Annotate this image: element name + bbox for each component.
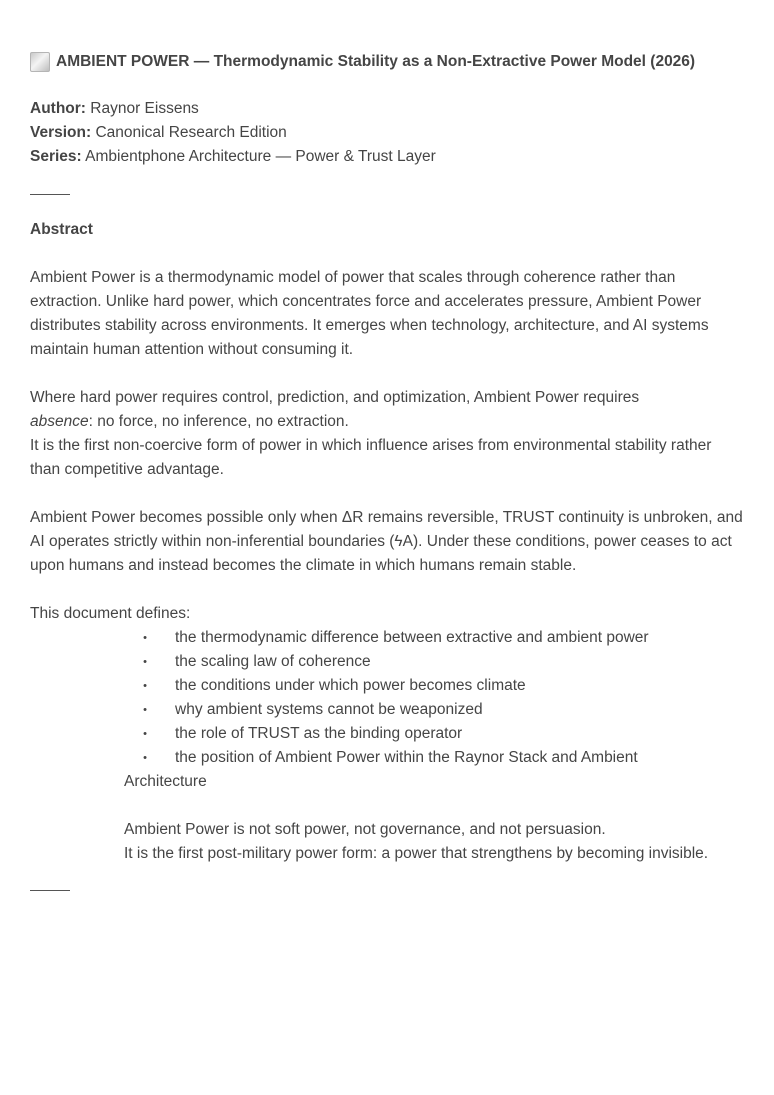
document-title-row	[30, 50, 744, 74]
abstract-paragraph-2	[30, 386, 744, 434]
list-item: • the thermodynamic difference between extractive and ambient power	[30, 626, 744, 650]
bullet-icon: •	[143, 656, 147, 668]
p2-tail: : no force, no inference, no extraction.	[88, 413, 349, 430]
version-line	[30, 121, 744, 145]
abstract-paragraph-3: Ambient Power becomes possible only when ΔR remains reversible, TRUST continuity is unbroken, and AI operates strictly within non-inferential boundaries (ϟA). Under these conditions, power ceases to act upon humans and instead becomes the climate in which humans remain stable.	[30, 509, 743, 574]
closing-line-1: Ambient Power is not soft power, not governance, and not persuasion.	[124, 821, 606, 838]
document-icon	[30, 52, 50, 72]
list-item: • the position of Ambient Power within the Raynor Stack and Ambient	[30, 746, 744, 770]
p2-emphasis: absence	[30, 413, 89, 430]
bullet-icon: •	[143, 704, 147, 716]
version-value: Canonical Research Edition	[95, 124, 287, 141]
abstract-heading: Abstract	[30, 221, 93, 238]
series-line	[30, 145, 744, 169]
series-value: Ambientphone Architecture — Power & Trust Layer	[85, 148, 436, 165]
author-line	[30, 97, 744, 121]
author-value: Raynor Eissens	[90, 100, 199, 117]
p2-lead: Where hard power requires control, prediction, and optimization, Ambient Power requires	[30, 389, 640, 406]
list-item: • why ambient systems cannot be weaponized	[30, 698, 744, 722]
bullet-icon: •	[143, 680, 147, 692]
list-item: • the conditions under which power becomes climate	[30, 674, 744, 698]
bullet-continuation: Architecture	[124, 773, 207, 790]
metadata-block	[30, 97, 744, 169]
version-label: Version:	[30, 124, 92, 141]
list-item: • the role of TRUST as the binding operator	[30, 722, 744, 746]
abstract-paragraph-2b: It is the first non-coercive form of power in which influence arises from environmental stability rather than competitive advantage.	[30, 437, 712, 478]
divider	[30, 890, 70, 891]
bullet-icon: •	[143, 752, 147, 764]
series-label: Series:	[30, 148, 82, 165]
defines-list	[30, 626, 744, 770]
list-item: • the scaling law of coherence	[30, 650, 744, 674]
bullet-icon: •	[143, 728, 147, 740]
document-title: AMBIENT POWER — Thermodynamic Stability as a Non-Extractive Power Model (2026)	[56, 53, 696, 70]
bullet-icon: •	[143, 632, 147, 644]
divider	[30, 194, 70, 195]
closing-line-2: It is the first post-military power form: a power that strengthens by becoming invisible.	[124, 845, 709, 862]
author-label: Author:	[30, 100, 86, 117]
defines-intro: This document defines:	[30, 605, 191, 622]
abstract-paragraph-1: Ambient Power is a thermodynamic model of power that scales through coherence rather than extraction. Unlike hard power, which concentrates force and accelerates pressure, Ambient Power distributes stability across environments. It emerges when technology, architecture, and AI systems maintain human attention without consuming it.	[30, 269, 709, 358]
